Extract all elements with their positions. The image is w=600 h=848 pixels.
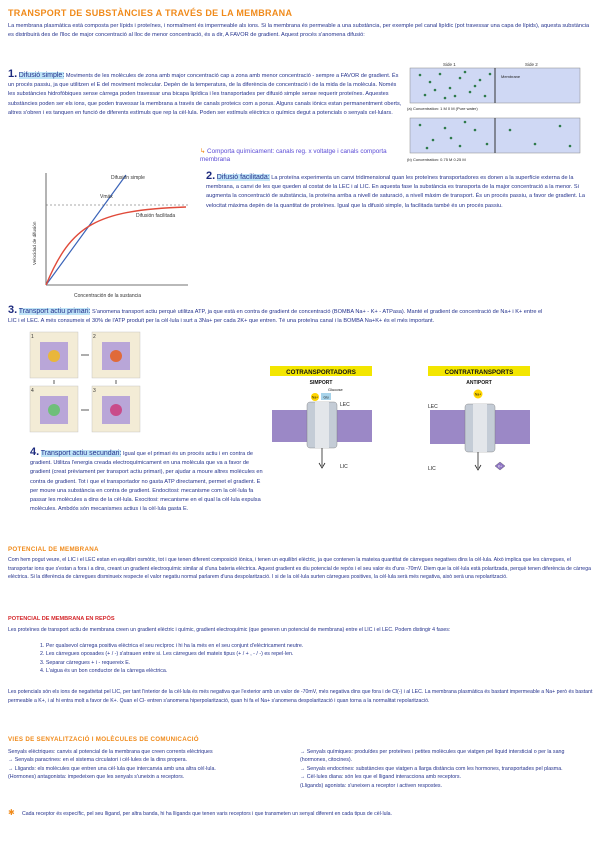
beaker-row1: (a) Concentration: 1 M 0 M (Pure water) <box>407 106 478 111</box>
graph-label-simple: Difusión simple <box>111 175 145 181</box>
antiport-diagram <box>420 366 540 481</box>
list-item: 2. Les càrregues oposades (+ / -) s'atrauen entre si. Les càrregues del mateix tipus (+ / + , - / -) es repel·len. <box>40 651 294 658</box>
sodium-potassium-pump-diagram <box>26 328 151 438</box>
contra-na: Na+ <box>474 392 482 397</box>
vies-heading: VIES DE SENYALITZACIÓ I MOLÈCULES DE COMUNICACIÓ <box>8 736 199 743</box>
beaker-row2: (b) Concentration: 0.75 M 0.25 M <box>407 157 466 162</box>
potrepos-list <box>40 642 560 676</box>
list-item: 3. Separar càrregues + i - requereix E. <box>40 659 131 666</box>
section-transport-actiu-secundari <box>30 448 270 514</box>
potencial-text: Com hem pogut veure, el LIC i el LEC estan en equilibri osmòtic, tot i que tenen diferent composició iònica, i tenen un equilibri elèctric, ja que contenen la mateixa quantitat de càrregues negatives dins la cèl·lula. Això implica que les càrregues, el transportar ions que s'estan a fora i a dins, creant un gradient electroquímic similar al d'una bateria elèctrica. Aquest gradient es diu potencial de repòs i el seu valor és d'uns -70mV. Diem que la cèl·lula està polaritzada, perquè tenen diferència de càrrega elèctrica. Si la diferència de càrregues disminueix respecte el valor negatiu normal parlarem d'una despolarització. I si de la cèl·lula surten càrregues positives, la cèl·lula serà més negativa, això serà una repolarització. <box>8 557 591 581</box>
side-note <box>200 148 400 164</box>
membrane-label: Membrane <box>501 74 521 79</box>
side-note-text: Comporta químicament: canals reg. x voltatge i canals comporta membrana <box>200 148 387 163</box>
vies-right-column <box>300 748 592 790</box>
contra-k: K+ <box>498 464 502 469</box>
bullet-star-icon: ✱ <box>8 808 15 817</box>
vies-left-column <box>8 748 288 782</box>
section-text: Igual que el primari és un procés actiu i en contra de gradient. Utilitza l'energia creada electroquímicament en una molècula que va a favor de gradient (creat prèviament per transport actiu primari), per ajudar a moure altres molècules en contra de gradient. Tot i que el transportador no gasta ATP directament, permet el gradient. E per moure una substància en contra de gradient. Endocitosi: mecanisme com la cèl·lula fa passar les molècules a dins de la cèl·lula. Exocitosi: mecanisme en el qual la cèl·lula expulsa molècules. Ambdós són mecanismes actius i la cèl·lula gasta E. <box>30 451 263 513</box>
cotrans-lic: LIC <box>340 464 348 470</box>
beaker-side2-label: Side 2 <box>525 62 538 67</box>
graph-label-vmax: Vmáx <box>100 194 113 200</box>
list-item: → Lligands: els molècules que entren una cèl·lula que intercanvia amb una altra cèl·lula. <box>8 765 216 772</box>
section-heading: Transport actiu secundari: <box>40 450 122 457</box>
cotrans-na: Na+ <box>312 395 318 400</box>
section-number: 1. <box>8 68 18 80</box>
list-item: 4. L'aigua és un bon conductor de la càrrega elèctrica. <box>40 668 168 675</box>
simport-diagram <box>262 366 382 476</box>
svg-text:2: 2 <box>93 334 96 340</box>
diffusion-rate-graph <box>16 165 196 305</box>
cotrans-glu: Glu <box>323 395 329 400</box>
contra-title: CONTRATRANSPORTS <box>444 369 514 376</box>
section-text: La proteïna experimenta un canvi tridimensional quan les proteïnes transportadores es donen a la superfície externa de la membrana, a canvi de les que queden al costat de la LEC i al LIC. En aquesta fase la substància es transporta de la major concentració a la menor. Si augmenta la concentració de substància, la proteïna arriba a nivell de saturació, a nivell màxim de transport. És un procés passiu, a favor de gradient. La velocitat màxima depèn de la quantitat de proteïnes. Igual que la difusió simple, la facilitada també és un procés passiu. <box>206 175 586 209</box>
list-item: → Senyals químiques: produïdes per proteïnes i petites molècules que viatgen pel líquid intersticial o per la sang (hormones, citocines). <box>300 749 565 764</box>
list-item: → Senyals endocrines: substàncies que viatgen a llarga distància com les hormones, transportades pel plasma. <box>300 765 563 772</box>
cotrans-glucose: Glucose <box>328 387 343 392</box>
intro-paragraph: La membrana plasmàtica està composta per lípids i proteïnes, i normalment és impermeable als ions. Si la membrana és permeable a una substància, per exemple pel canal lipídic (pot travessar una capa de lípids), aquesta substància es distribuirà des de l'lloc de major concentració al lloc de menor concentració, és a dir, A FAVOR de gradient. Aquest procés s'anomena difusió: <box>8 23 590 39</box>
simple-diffusion-line <box>46 175 126 285</box>
graph-ylabel: Velocidad de difusión <box>32 221 37 265</box>
page-title: TRANSPORT DE SUBSTÀNCIES A TRAVÉS DE LA MEMBRANA <box>8 8 293 18</box>
svg-text:3: 3 <box>93 388 96 394</box>
section-difusio-facilitada <box>206 172 588 211</box>
cotrans-title: COTRANSPORTADORS <box>286 369 356 376</box>
potencial-heading: POTENCIAL DE MEMBRANA <box>8 546 99 553</box>
section-heading: Difusió simple: <box>18 72 65 79</box>
potrepos-heading: POTENCIAL DE MEMBRANA EN REPÒS <box>8 616 115 622</box>
section-number: 4. <box>30 446 40 458</box>
potrepos-outro: Les potencials són els ions de negativitat pel LIC, per tant l'interior de la cèl·lula és més negativa que l'exterior amb un valor de -70mV, més negativa dins que fora i de Cl(-) i al LEC. La membrana plasmàtica és bastant impermeable a Na+ però és bastant permeable a K+, i al hi entra molt a favor de K+. Quan el Cl- entren s'anomena hiperpolarització, quan hi fa el Na+ s'anomena despolarització i quan torna a la normalitat repolarització. <box>8 689 593 704</box>
section-text: S'anomena transport actiu perquè utilitza ATP, ja que està en contra de gradient de concentració (BOMBA Na+ - K+ - ATPasa). Manté el gradient de concentració de Na+ i K+ entre el LIC i el LEC. A més consumeix el 30% de l'ATP produït per la cèl·lula i surt a 3Na+ per cada 2K+ que entren. Té una proteïna canal i la BOMBA Na+K+ és el més important. <box>8 309 543 325</box>
section-heading: Difusió facilitada: <box>216 174 270 181</box>
section-text: Moviments de les molècules de zona amb major concentració cap a zona amb menor concentració - sempre a FAVOR de gradient. És un procés passiu, ja que utilitzen el E del moviment molecular. Depèn de la temperatura, de la diferència de concentració i de la mida de la molècula. Només les substàncies hidrofòbiques sense càrrega poden travessar una bicapa lipídica i les transportades per difusió simple sense requerir proteïnes. Aquestes substàncies poden ser els ions, que poden travessar la membrana a través de canals proteics com a porus. Alguns canals iònics estan permanentment oberts, altres s'obren i es tanquen en funció de diferents estímuls que rep la cèl·lula. Poden ser estímuls elèctrics o químics degut a potencials o senyals cel·lulars. <box>8 73 402 116</box>
list-item: → Cèl·lules diana: són les que el lligand interacciona amb receptors. <box>300 774 462 781</box>
svg-text:1: 1 <box>31 334 34 340</box>
list-item: Senyals elèctriques: canvis al potencial de la membrana que creen corrents elèctriques <box>8 749 213 755</box>
list-item: (Hormones) antagonista: impedeixen que les senyals s'uneixin a receptors. <box>8 774 185 781</box>
section-number: 2. <box>206 170 216 182</box>
cotrans-lec: LEC <box>340 402 350 408</box>
diffusion-beakers-diagram <box>405 60 590 165</box>
arrow-icon: ↳ <box>200 148 206 155</box>
cotrans-sub: SIMPORT <box>309 380 333 386</box>
list-item: (Lligands) agonista: s'uneixen a receptor i activen respostes. <box>300 782 443 789</box>
list-item: 1. Per qualsevol càrrega positiva elèctrica el seu recíproc i hi ha la més en el seu conjunt d'elèctricament neutre. <box>40 643 304 649</box>
section-heading: Transport actiu primari: <box>18 308 91 315</box>
vies-footnote: Cada receptor és específic, pel seu lligand, per altra banda, hi ha lligands que tenen varis receptors i que transmeten un senyal diferent en cada tipus de cèl·lula. <box>22 811 392 817</box>
contra-lic: LIC <box>428 466 436 472</box>
contra-sub: ANTIPORT <box>466 380 492 386</box>
svg-text:4: 4 <box>31 388 34 394</box>
section-transport-actiu-primari <box>8 306 548 326</box>
section-difusio-simple <box>8 70 403 118</box>
list-item: → Senyals paracrines: en el sistema circulatori i cèl·lules de la dins propera. <box>8 757 187 764</box>
graph-label-facil: Difusión facilitada <box>136 213 176 219</box>
graph-xlabel: Concentración de la sustancia <box>74 293 141 299</box>
potrepos-intro: Les proteïnes de transport actiu de membrana creen un gradient elèctric i químic, gradient electroquímic (que generen un potencial de membrana) entre el LIC i el LEC. Podem distingir 4 fases: <box>8 627 451 633</box>
beaker-side1-label: Side 1 <box>443 62 456 67</box>
contra-lec: LEC <box>428 404 438 410</box>
section-number: 3. <box>8 304 18 316</box>
